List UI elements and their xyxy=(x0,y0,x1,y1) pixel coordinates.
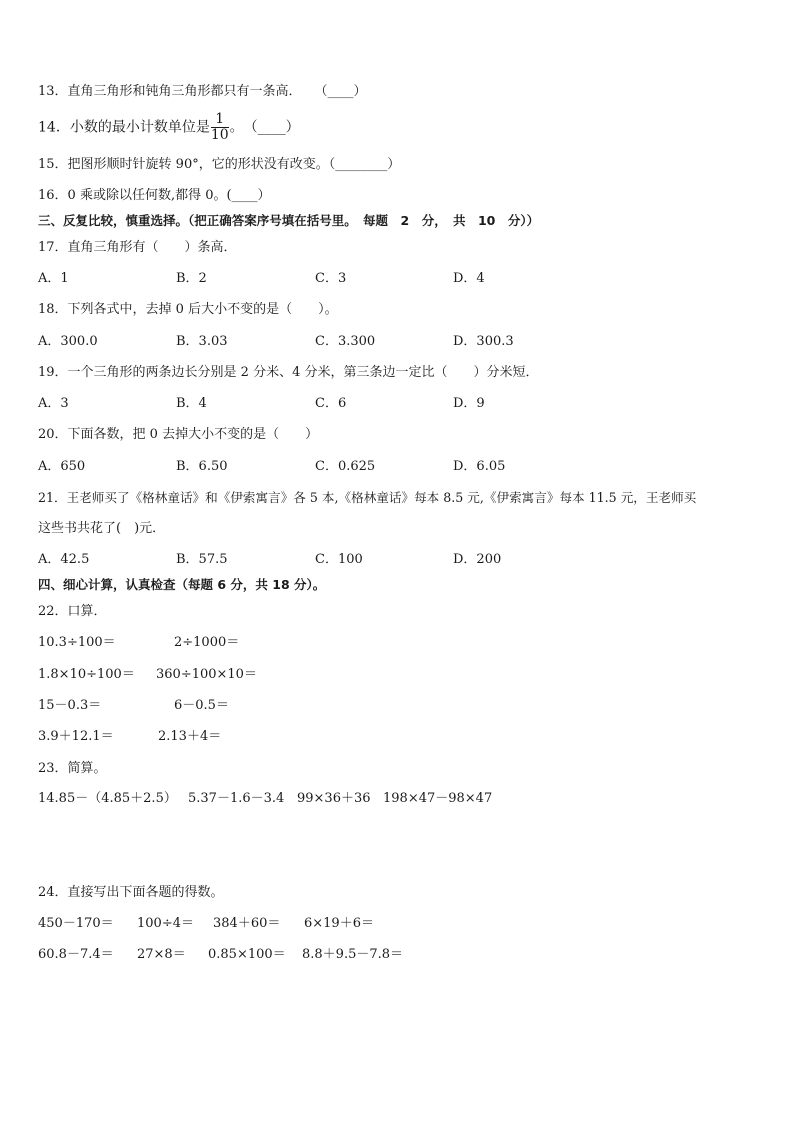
question-21-line-2: 这些书共花了( )元． xyxy=(38,521,166,536)
q24-item-1: 450－170＝ xyxy=(38,916,114,931)
q24-item-7: 0.85×100＝ xyxy=(208,947,286,962)
q19-option-c: C．6 xyxy=(315,396,347,411)
question-21-line-1: 21．王老师买了《格林童话》和《伊索寓言》各 5 本,《格林童话》每本 8.5 元,《伊索寓言》每本 11.5 元，王老师买 xyxy=(38,490,697,505)
question-19: 19．一个三角形的两条边长分别是 2 分米、4 分米，第三条边一定比（ ）分米短． xyxy=(38,365,539,380)
q22-item-4: 360÷100×10＝ xyxy=(156,667,257,682)
question-22: 22．口算． xyxy=(38,604,107,619)
question-20: 20．下面各数，把 0 去掉大小不变的是（ ） xyxy=(38,427,319,442)
q21-option-b: B．57.5 xyxy=(176,552,228,567)
fraction-numerator: 1 xyxy=(211,112,229,128)
q21-option-d: D．200 xyxy=(453,552,502,567)
q18-option-a: A．300.0 xyxy=(38,334,98,349)
q18-option-b: B．3.03 xyxy=(176,334,228,349)
q19-option-a: A．3 xyxy=(38,396,69,411)
q14-blank: 。 （____） xyxy=(229,119,300,136)
q24-item-8: 8.8＋9.5－7.8＝ xyxy=(302,947,404,962)
q23-item-3: 99×36＋36 xyxy=(297,791,371,806)
q17-option-b: B．2 xyxy=(176,271,207,286)
q21-option-c: C．100 xyxy=(315,552,363,567)
q24-item-3: 384＋60＝ xyxy=(213,916,281,931)
q22-item-2: 2÷1000＝ xyxy=(174,635,240,650)
q24-item-4: 6×19＋6＝ xyxy=(304,916,374,931)
q18-option-d: D．300.3 xyxy=(453,334,514,349)
q23-item-2: 5.37－1.6－3.4 xyxy=(188,791,285,806)
question-15: 15．把图形顺时针旋转 90°，它的形状没有改变。（________） xyxy=(38,157,401,172)
q19-option-b: B．4 xyxy=(176,396,207,411)
fraction-denominator: 10 xyxy=(210,127,229,143)
question-16: 16．0 乘或除以任何数,都得 0。(____） xyxy=(38,188,271,203)
q20-option-a: A．650 xyxy=(38,459,86,474)
q22-item-5: 15－0.3＝ xyxy=(38,698,102,713)
q20-option-d: D．6.05 xyxy=(453,459,506,474)
q17-option-a: A．1 xyxy=(38,271,69,286)
q20-option-b: B．6.50 xyxy=(176,459,228,474)
q24-item-6: 27×8＝ xyxy=(137,947,186,962)
question-23: 23．简算。 xyxy=(38,761,107,776)
q22-item-1: 10.3÷100＝ xyxy=(38,635,116,650)
q20-option-c: C．0.625 xyxy=(315,459,376,474)
q23-item-1: 14.85－（4.85＋2.5） xyxy=(38,791,177,806)
question-17: 17．直角三角形有（ ）条高． xyxy=(38,240,237,255)
question-14 xyxy=(38,112,300,143)
section-3-heading: 三、反复比较，慎重选择。（把正确答案序号填在括号里。 每题 2 分， 共 10 分）） xyxy=(38,213,540,228)
question-18: 18．下列各式中，去掉 0 后大小不变的是（ ）。 xyxy=(38,302,338,317)
q22-item-8: 2.13＋4＝ xyxy=(158,729,222,744)
q17-option-d: D．4 xyxy=(453,271,485,286)
q19-option-d: D．9 xyxy=(453,396,485,411)
section-4-heading: 四、细心计算，认真检查（每题 6 分，共 18 分）。 xyxy=(38,577,326,592)
q24-item-2: 100÷4＝ xyxy=(137,916,194,931)
question-24: 24．直接写出下面各题的得数。 xyxy=(38,885,224,900)
q18-option-c: C．3.300 xyxy=(315,334,376,349)
fraction-one-tenth xyxy=(211,112,229,143)
question-13: 13．直角三角形和钝角三角形都只有一条高． （____） xyxy=(38,84,367,99)
q17-option-c: C．3 xyxy=(315,271,347,286)
q14-text: 14．小数的最小计数单位是 xyxy=(38,119,210,136)
q24-item-5: 60.8－7.4＝ xyxy=(38,947,114,962)
q22-item-6: 6－0.5＝ xyxy=(174,698,229,713)
q22-item-3: 1.8×10÷100＝ xyxy=(38,667,135,682)
q22-item-7: 3.9＋12.1＝ xyxy=(38,729,114,744)
q23-item-4: 198×47－98×47 xyxy=(383,791,493,806)
q21-option-a: A．42.5 xyxy=(38,552,90,567)
